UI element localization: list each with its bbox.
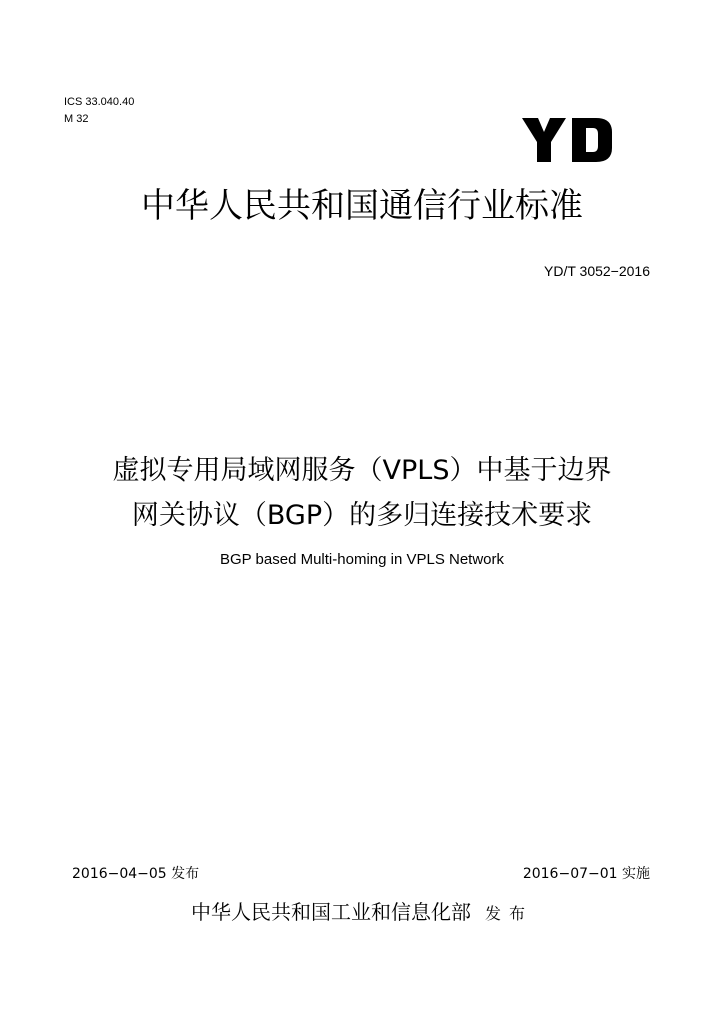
- yd-logo: [522, 116, 614, 164]
- chinese-title-line-2: 网关协议（BGP）的多归连接技术要求: [131, 500, 593, 531]
- english-title: BGP based Multi-homing in VPLS Network: [219, 551, 505, 568]
- standard-number: YD/T 3052−2016: [544, 263, 650, 279]
- issuer-name: 中华人民共和国工业和信息化部: [190, 900, 471, 924]
- organization-title: 中华人民共和国通信行业标准: [141, 186, 583, 226]
- ics-code: ICS 33.040.40: [64, 96, 135, 108]
- issue-date: 2016−04−05 发布: [72, 866, 200, 882]
- issuer-action: 发布: [484, 904, 533, 923]
- chinese-title-line-1: 虚拟专用局域网服务（VPLS）中基于边界: [112, 455, 612, 486]
- classification-code: M 32: [64, 113, 89, 125]
- issuer-line: [0, 898, 724, 928]
- implementation-date: 2016−07−01 实施: [522, 866, 650, 882]
